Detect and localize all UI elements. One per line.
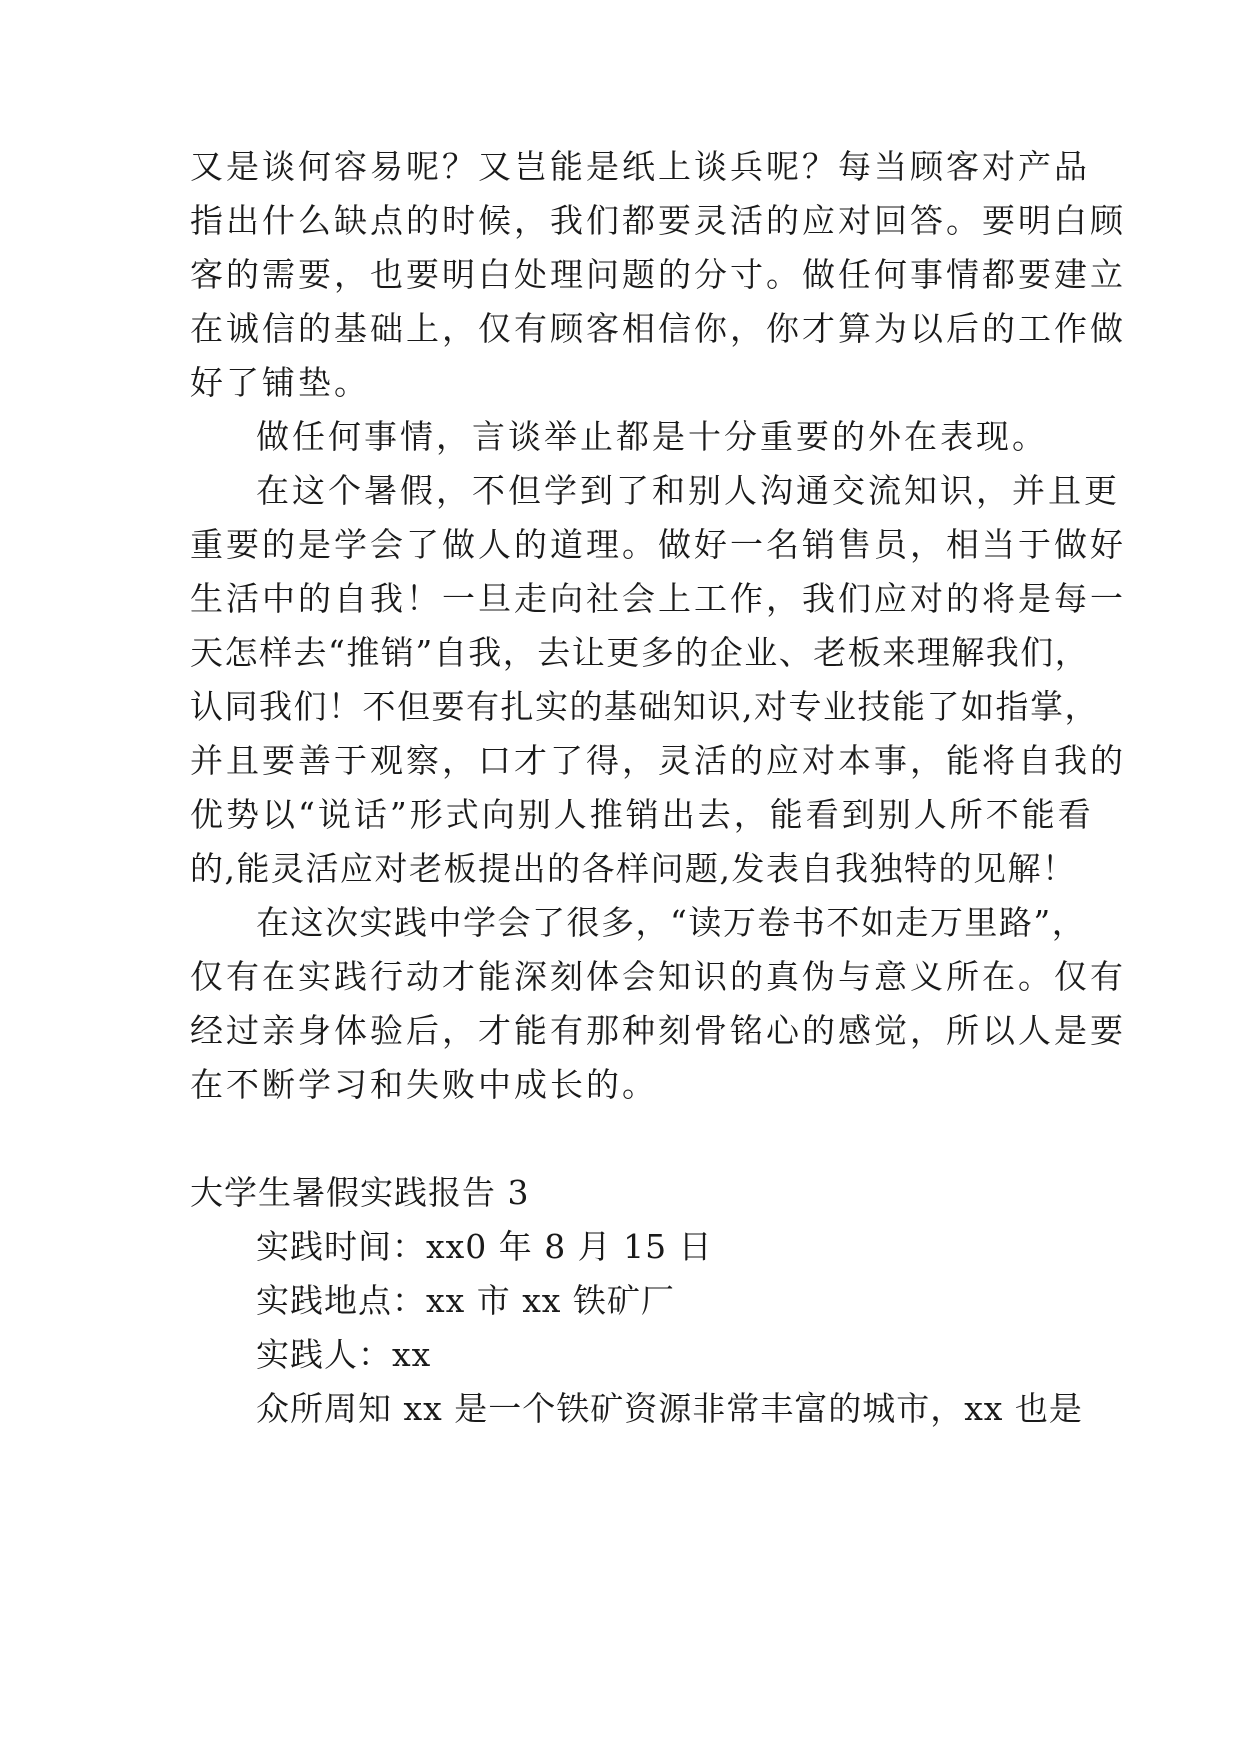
paragraph-line: 的,能灵活应对老板提出的各样问题,发表自我独特的见解！	[190, 849, 1077, 888]
paragraph-line: 在不断学习和失败中成长的。	[190, 1065, 658, 1104]
paragraph-line: 众所周知 xx 是一个铁矿资源非常丰富的城市，xx 也是	[256, 1389, 1083, 1428]
practice-time: 实践时间：xx0 年 8 月 15 日	[256, 1227, 713, 1266]
paragraph-line: 仅有在实践行动才能深刻体会知识的真伪与意义所在。仅有	[190, 957, 1126, 996]
paragraph-line: 客的需要，也要明白处理问题的分寸。做任何事情都要建立	[190, 255, 1126, 294]
paragraph-line: 做任何事情，言谈举止都是十分重要的外在表现。	[256, 417, 1048, 456]
paragraph-line: 天怎样去“推销”自我，去让更多的企业、老板来理解我们，	[190, 633, 1090, 672]
paragraph-line: 又是谈何容易呢？又岂能是纸上谈兵呢？每当顾客对产品	[190, 147, 1090, 186]
paragraph-line: 重要的是学会了做人的道理。做好一名销售员，相当于做好	[190, 525, 1126, 564]
practice-place: 实践地点：xx 市 xx 铁矿厂	[256, 1281, 675, 1320]
paragraph-line: 在诚信的基础上，仅有顾客相信你，你才算为以后的工作做	[190, 309, 1126, 348]
paragraph-line: 优势以“说话”形式向别人推销出去，能看到别人所不能看	[190, 795, 1094, 834]
paragraph-line: 并且要善于观察，口才了得，灵活的应对本事，能将自我的	[190, 741, 1126, 780]
paragraph-line: 在这个暑假，不但学到了和别人沟通交流知识，并且更	[256, 471, 1120, 510]
practice-person: 实践人：xx	[256, 1335, 432, 1374]
paragraph-line: 指出什么缺点的时候，我们都要灵活的应对回答。要明白顾	[190, 201, 1126, 240]
paragraph-line: 认同我们！不但要有扎实的基础知识,对专业技能了如指掌，	[190, 687, 1099, 726]
paragraph-line: 经过亲身体验后，才能有那种刻骨铭心的感觉，所以人是要	[190, 1011, 1126, 1050]
section-title: 大学生暑假实践报告 3	[190, 1173, 530, 1212]
paragraph-line: 好了铺垫。	[190, 363, 370, 402]
paragraph-line: 生活中的自我！一旦走向社会上工作，我们应对的将是每一	[190, 579, 1126, 618]
paragraph-line: 在这次实践中学会了很多，“读万卷书不如走万里路”，	[256, 903, 1087, 942]
